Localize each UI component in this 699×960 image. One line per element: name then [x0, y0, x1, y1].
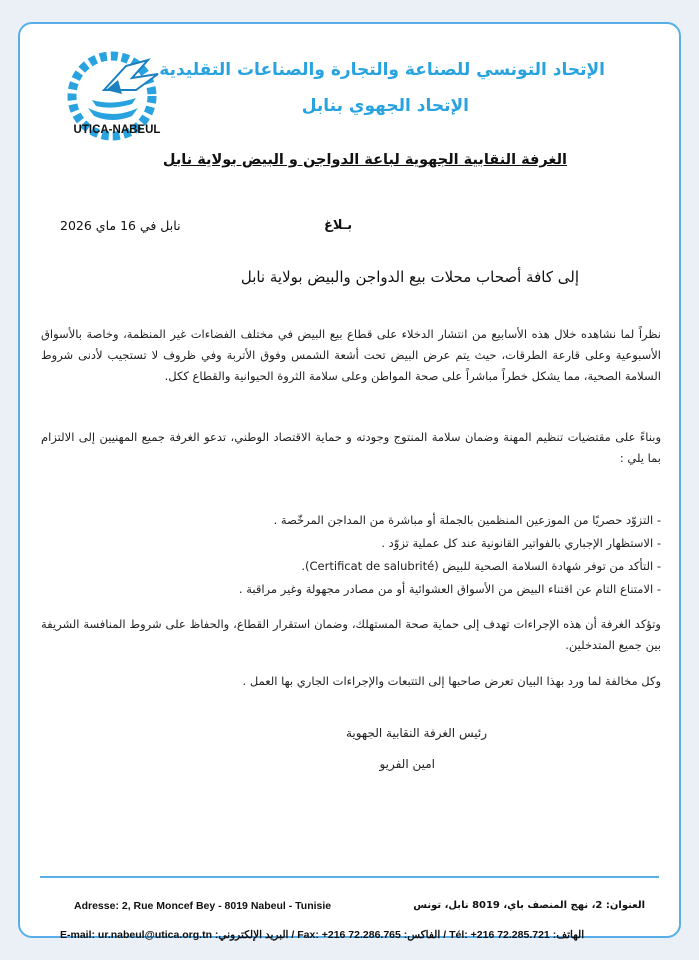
signature-name: امين الفريو [379, 757, 435, 771]
footer-contact: الهاتف: Tél: +216 72.285.721 / الفاكس: Fax: +216 72.286.765 / البريد الإلكتروني: E-mail: ur.nabeul@utica.org.tn [60, 929, 585, 941]
footer-address-ar: العنوان: 2، نهج المنصف باي، 8019 نابل، تونس [413, 900, 645, 911]
org-name-line2: الإتحاد الجهوي بنابل [301, 96, 469, 116]
signature-role: رئيس الغرفة النقابية الجهوية [345, 726, 487, 740]
measures-list [41, 509, 661, 601]
org-name-line1: الإتحاد التونسي للصناعة والتجارة والصناعات التقليدية [159, 60, 605, 80]
paragraph-1: نظراً لما نشاهده خلال هذه الأسابيع من انتشار الدخلاء على قطاع بيع البيض في مختلف الفضاءات غير المنظمة، وخاصة بالأسواق الأسبوعية وعلى قارعة الطرقات، حيث يتم عرض البيض تحت أشعة الشمس وفوق الأتربة وفي ظروف لا تستجيب لأدنى شروط السلامة الصحية، مما يشكل خطراً مباشراً على صحة المواطن وعلى سلامة الثروة الحيوانية والقطاع ككل. [41, 327, 661, 383]
chamber-title: الغرفة النقابية الجهوية لباعة الدواجن و البيض بولاية نابل [162, 152, 567, 168]
logo-text: UTICA-NABEUL [73, 124, 161, 136]
notice-recipient: إلى كافة أصحاب محلات بيع الدواجن والبيض بولاية نابل [240, 268, 579, 286]
list-item: - التزوّد حصريًا من الموزعين المنظمين بالجملة أو مباشرة من المداجن المرخّصة . [41, 509, 661, 532]
utica-logo-icon [66, 50, 166, 154]
notice-date: نابل في 16 ماي 2026 [60, 218, 181, 233]
paragraph-3: وتؤكد الغرفة أن هذه الإجراءات تهدف إلى حماية صحة المستهلك، وضمان استقرار القطاع، والحفاظ على شروط المنافسة الشريفة بين جميع المتدخلين. [41, 617, 661, 652]
paragraph-2: وبناءً على مقتضيات تنظيم المهنة وضمان سلامة المنتوج وجودته و حماية الاقتصاد الوطني، تدعو الغرفة جميع المهنيين إلى الالتزام بما يلي : [41, 430, 661, 465]
list-item: - الامتناع التام عن اقتناء البيض من الأسواق العشوائية أو من مصادر مجهولة وغير مراقبة . [41, 578, 661, 601]
paragraph-4: وكل مخالفة لما ورد بهذا البيان تعرض صاحبها إلى التتبعات والإجراءات الجاري بها العمل . [242, 674, 661, 688]
footer-divider [40, 876, 659, 878]
document-page [18, 22, 681, 941]
footer-address-fr: Adresse: 2, Rue Moncef Bey - 8019 Nabeul - Tunisie [74, 900, 332, 912]
notice-title: بـلاغ [324, 218, 353, 233]
list-item: - الاستظهار الإجباري بالفواتير القانونية عند كل عملية تزوّد . [41, 532, 661, 555]
list-item: - التأكد من توفر شهادة السلامة الصحية للبيض (Certificat de salubrité). [41, 555, 661, 578]
